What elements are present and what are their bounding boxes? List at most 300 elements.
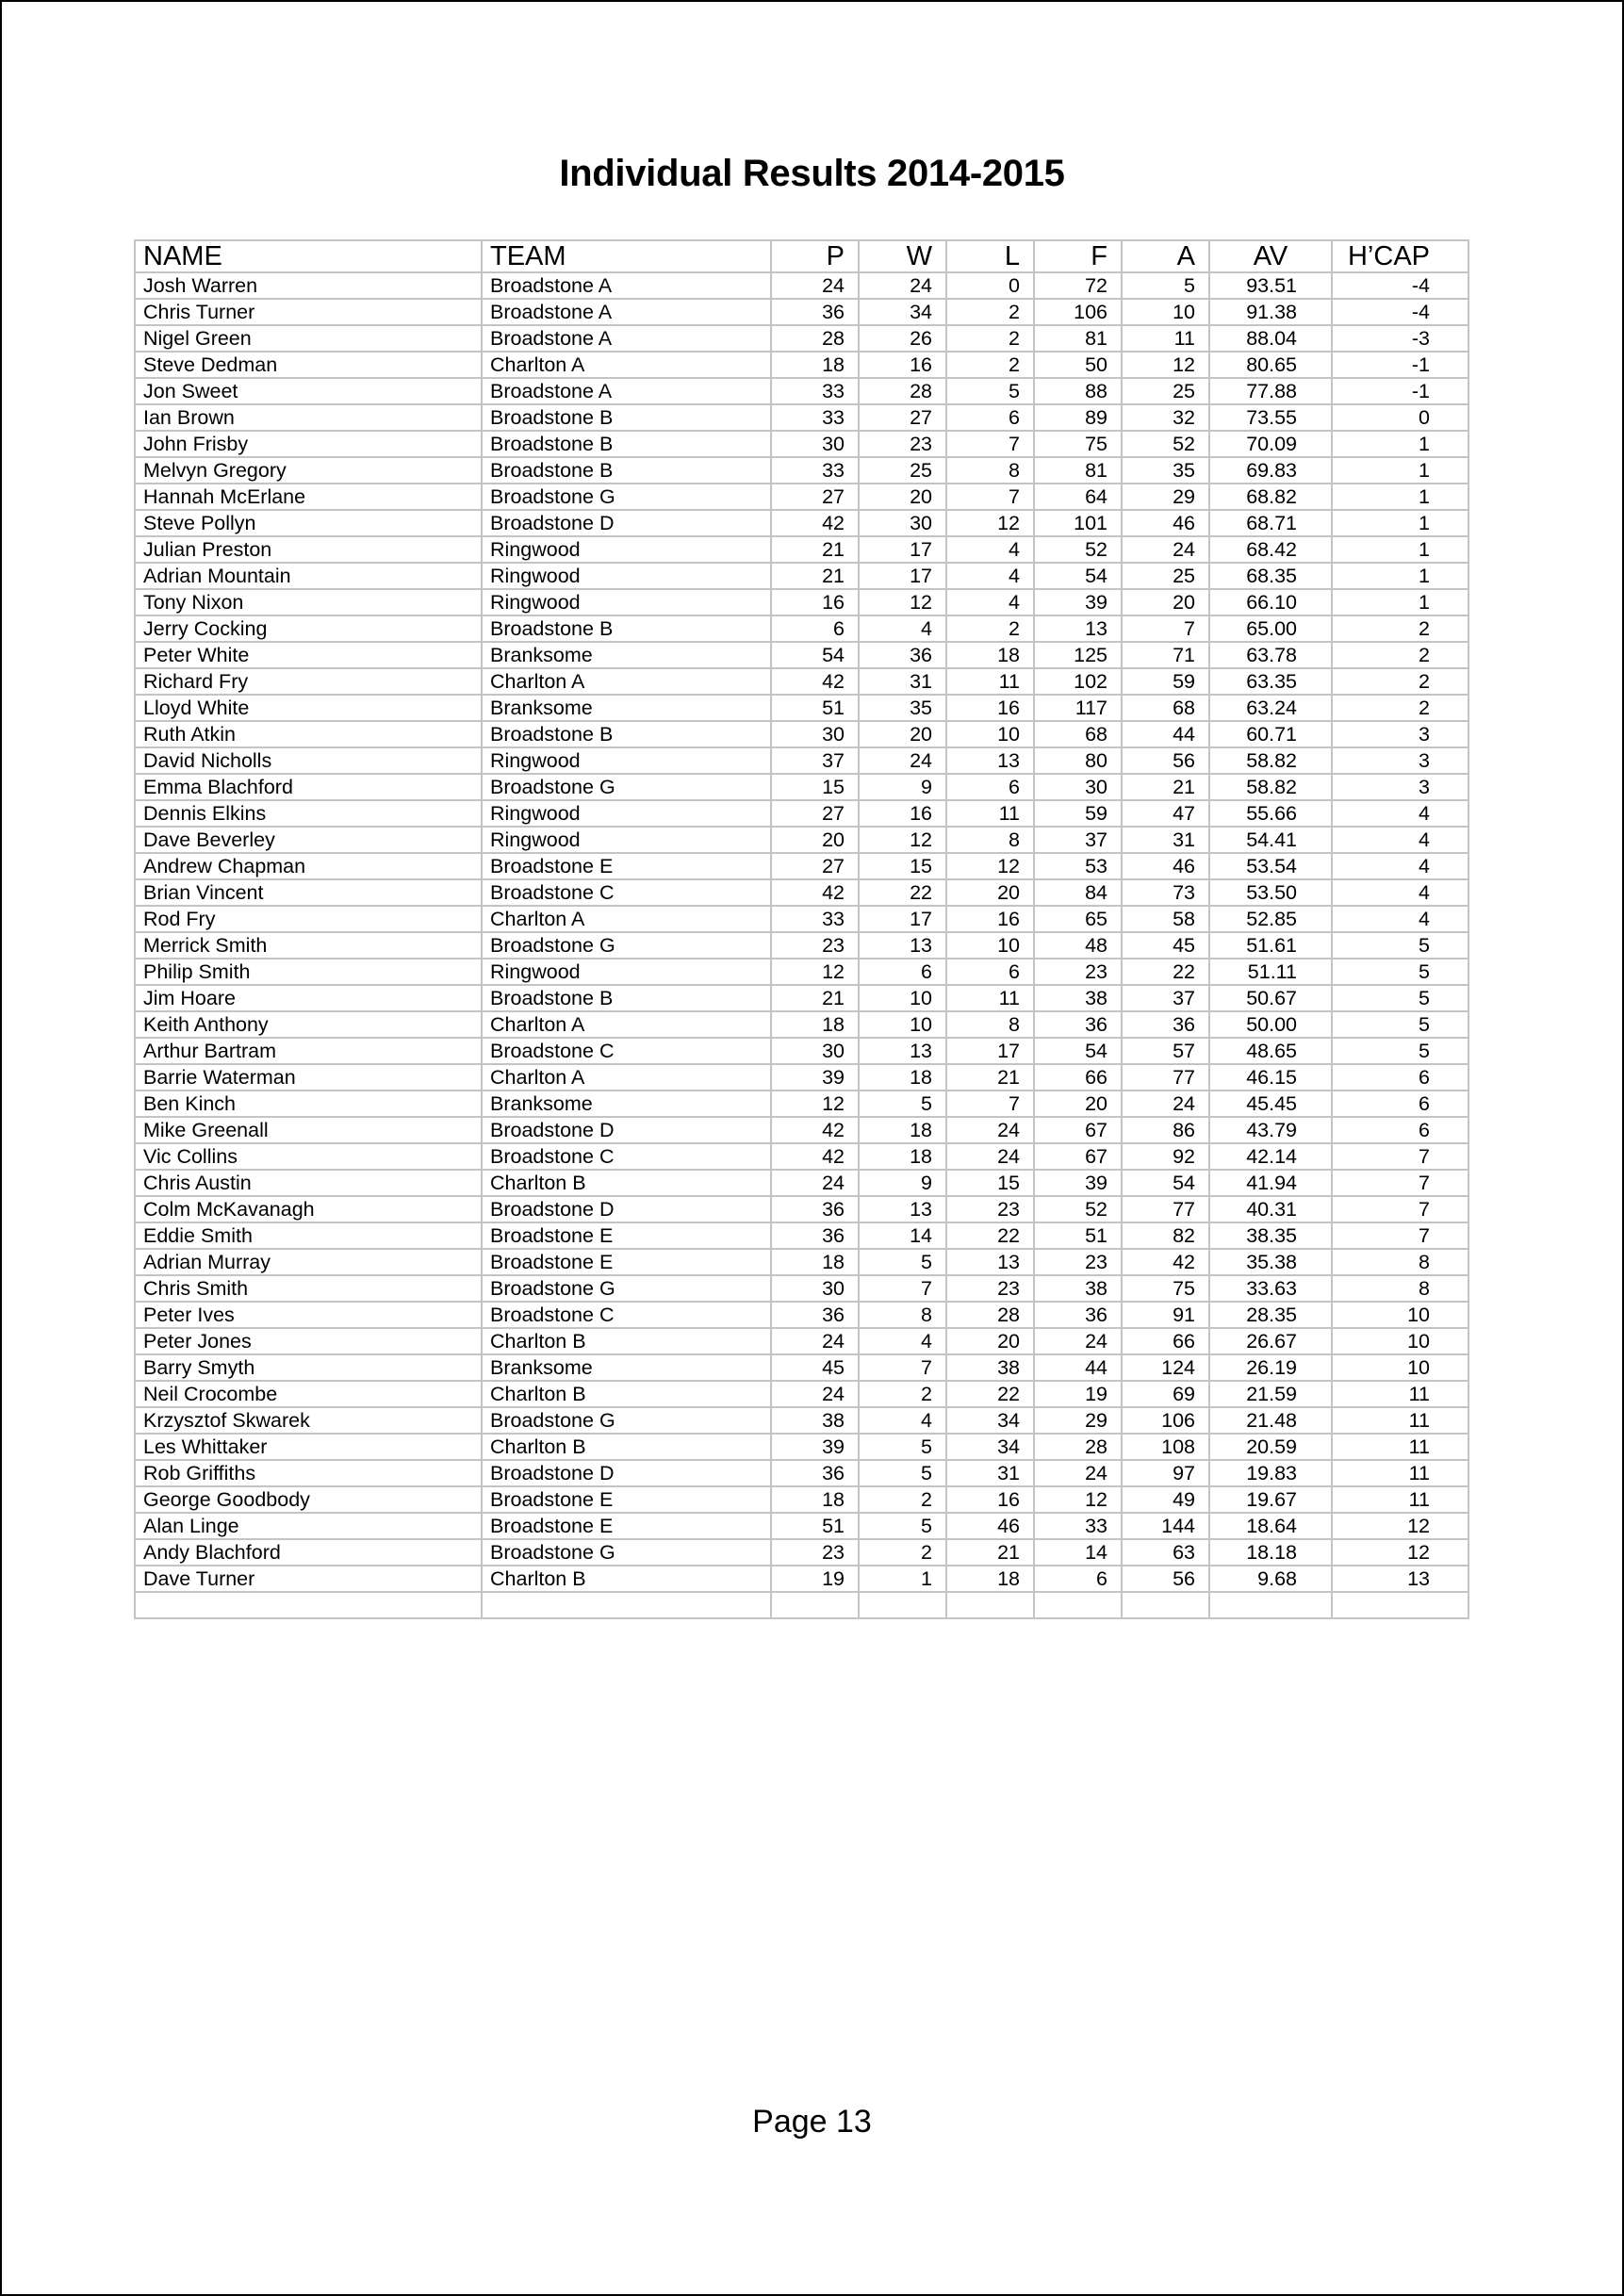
cell-played: 24 <box>771 272 859 299</box>
cell-average: 63.78 <box>1209 642 1332 668</box>
table-row <box>135 1434 1468 1460</box>
cell-against: 20 <box>1122 589 1209 615</box>
cell-played: 15 <box>771 774 859 800</box>
cell-handicap: 5 <box>1332 932 1468 959</box>
cell-lost: 28 <box>946 1302 1034 1328</box>
cell-against: 31 <box>1122 827 1209 853</box>
cell-for: 101 <box>1034 510 1122 536</box>
cell-team-name: Charlton A <box>482 668 771 695</box>
cell-against: 25 <box>1122 563 1209 589</box>
cell-lost: 2 <box>946 615 1034 642</box>
cell-lost: 10 <box>946 721 1034 747</box>
cell-player-name: Colm McKavanagh <box>135 1196 482 1222</box>
cell-for: 28 <box>1034 1434 1122 1460</box>
cell-player-name: David Nicholls <box>135 747 482 774</box>
cell-against: 24 <box>1122 536 1209 563</box>
cell-played: 42 <box>771 510 859 536</box>
table-row <box>135 484 1468 510</box>
cell-against: 7 <box>1122 615 1209 642</box>
cell-player-name: Alan Linge <box>135 1513 482 1539</box>
cell-for: 48 <box>1034 932 1122 959</box>
cell-for: 89 <box>1034 404 1122 431</box>
cell-team-name: Broadstone D <box>482 1117 771 1143</box>
cell-lost: 2 <box>946 352 1034 378</box>
cell-handicap: 7 <box>1332 1170 1468 1196</box>
column-header-played: P <box>771 240 859 272</box>
cell-handicap: 3 <box>1332 721 1468 747</box>
cell-player-name: Melvyn Gregory <box>135 457 482 484</box>
cell-for: 106 <box>1034 299 1122 325</box>
cell-average: 40.31 <box>1209 1196 1332 1222</box>
cell-handicap: 10 <box>1332 1302 1468 1328</box>
cell-player-name: Merrick Smith <box>135 932 482 959</box>
cell-played: 20 <box>771 827 859 853</box>
cell-lost: 4 <box>946 589 1034 615</box>
table-row <box>135 589 1468 615</box>
cell-played: 51 <box>771 695 859 721</box>
cell-played: 30 <box>771 1038 859 1064</box>
cell-lost: 6 <box>946 404 1034 431</box>
table-row <box>135 404 1468 431</box>
cell-average: 51.11 <box>1209 959 1332 985</box>
cell-handicap: 1 <box>1332 484 1468 510</box>
table-row <box>135 1354 1468 1381</box>
cell-player-name: Richard Fry <box>135 668 482 695</box>
cell-won: 34 <box>859 299 946 325</box>
cell-player-name: Steve Pollyn <box>135 510 482 536</box>
results-table-body <box>135 272 1468 1618</box>
cell-player-name: Julian Preston <box>135 536 482 563</box>
cell-won: 5 <box>859 1091 946 1117</box>
cell-against: 42 <box>1122 1249 1209 1275</box>
cell-against: 124 <box>1122 1354 1209 1381</box>
table-row <box>135 1038 1468 1064</box>
cell-played: 42 <box>771 879 859 906</box>
cell-played: 12 <box>771 1091 859 1117</box>
cell-team-name: Broadstone B <box>482 615 771 642</box>
cell-lost: 13 <box>946 1249 1034 1275</box>
cell-player-name: Chris Austin <box>135 1170 482 1196</box>
cell-for: 30 <box>1034 774 1122 800</box>
cell-lost: 8 <box>946 457 1034 484</box>
cell-team-name: Ringwood <box>482 959 771 985</box>
table-row <box>135 352 1468 378</box>
cell-won: 8 <box>859 1302 946 1328</box>
cell-average: 26.19 <box>1209 1354 1332 1381</box>
table-row <box>135 695 1468 721</box>
cell-lost: 12 <box>946 853 1034 879</box>
cell-won: 18 <box>859 1143 946 1170</box>
table-row <box>135 1249 1468 1275</box>
cell-average: 68.71 <box>1209 510 1332 536</box>
cell-against: 58 <box>1122 906 1209 932</box>
cell-player-name: Dennis Elkins <box>135 800 482 827</box>
cell-for: 44 <box>1034 1354 1122 1381</box>
cell-player-name: Hannah McErlane <box>135 484 482 510</box>
cell-team-name: Ringwood <box>482 589 771 615</box>
cell-handicap: 11 <box>1332 1407 1468 1434</box>
cell-against: 35 <box>1122 457 1209 484</box>
table-row <box>135 378 1468 404</box>
cell-player-name: Krzysztof Skwarek <box>135 1407 482 1434</box>
column-header-handicap: H’CAP <box>1332 240 1468 272</box>
cell-average: 55.66 <box>1209 800 1332 827</box>
cell-against: 92 <box>1122 1143 1209 1170</box>
cell-handicap: -4 <box>1332 272 1468 299</box>
cell-against: 106 <box>1122 1407 1209 1434</box>
cell-played: 16 <box>771 589 859 615</box>
cell-handicap: 11 <box>1332 1381 1468 1407</box>
cell-player-name: Adrian Mountain <box>135 563 482 589</box>
cell-average: 68.35 <box>1209 563 1332 589</box>
cell-average: 18.18 <box>1209 1539 1332 1566</box>
cell-team-name: Broadstone G <box>482 932 771 959</box>
column-header-lost: L <box>946 240 1034 272</box>
cell-player-name: Philip Smith <box>135 959 482 985</box>
cell-average: 69.83 <box>1209 457 1332 484</box>
cell-team-name: Broadstone E <box>482 1222 771 1249</box>
cell-for: 81 <box>1034 457 1122 484</box>
cell-lost: 5 <box>946 378 1034 404</box>
cell-against: 144 <box>1122 1513 1209 1539</box>
cell-against: 46 <box>1122 510 1209 536</box>
cell-team-name: Broadstone B <box>482 431 771 457</box>
cell-player-name: Rod Fry <box>135 906 482 932</box>
cell-handicap: 7 <box>1332 1222 1468 1249</box>
cell-for: 51 <box>1034 1222 1122 1249</box>
cell-lost: 16 <box>946 906 1034 932</box>
cell-for: 80 <box>1034 747 1122 774</box>
cell-for: 13 <box>1034 615 1122 642</box>
cell-team-name: Branksome <box>482 1091 771 1117</box>
cell-player-name: Dave Turner <box>135 1566 482 1592</box>
cell-team-name: Broadstone E <box>482 1249 771 1275</box>
cell-average: 35.38 <box>1209 1249 1332 1275</box>
cell-average: 43.79 <box>1209 1117 1332 1143</box>
cell-won: 18 <box>859 1117 946 1143</box>
cell-against: 24 <box>1122 1091 1209 1117</box>
cell-for: 102 <box>1034 668 1122 695</box>
cell-against: 63 <box>1122 1539 1209 1566</box>
cell-average: 93.51 <box>1209 272 1332 299</box>
cell-average: 46.15 <box>1209 1064 1332 1091</box>
cell-average: 88.04 <box>1209 325 1332 352</box>
table-row <box>135 1117 1468 1143</box>
cell-against: 45 <box>1122 932 1209 959</box>
cell-lost: 6 <box>946 774 1034 800</box>
cell-average: 66.10 <box>1209 589 1332 615</box>
cell-for: 29 <box>1034 1407 1122 1434</box>
cell-won: 27 <box>859 404 946 431</box>
cell-won: 4 <box>859 615 946 642</box>
cell-played: 19 <box>771 1566 859 1592</box>
cell-won: 17 <box>859 906 946 932</box>
cell-for: 14 <box>1034 1539 1122 1566</box>
cell-lost: 2 <box>946 299 1034 325</box>
cell-lost: 16 <box>946 1486 1034 1513</box>
cell-played: 42 <box>771 668 859 695</box>
cell-average: 18.64 <box>1209 1513 1332 1539</box>
table-row <box>135 1539 1468 1566</box>
cell-handicap: 7 <box>1332 1143 1468 1170</box>
table-row <box>135 615 1468 642</box>
cell-player-name: Ian Brown <box>135 404 482 431</box>
cell-lost: 22 <box>946 1222 1034 1249</box>
cell-player-name: Eddie Smith <box>135 1222 482 1249</box>
cell-player-name: Keith Anthony <box>135 1011 482 1038</box>
cell-average: 19.83 <box>1209 1460 1332 1486</box>
cell-played: 36 <box>771 1222 859 1249</box>
cell-lost: 18 <box>946 1566 1034 1592</box>
column-header-against: A <box>1122 240 1209 272</box>
cell-played: 28 <box>771 325 859 352</box>
cell-average: 53.50 <box>1209 879 1332 906</box>
cell-handicap: 0 <box>1332 404 1468 431</box>
cell-for: 125 <box>1034 642 1122 668</box>
cell-against: 21 <box>1122 774 1209 800</box>
cell-average: 33.63 <box>1209 1275 1332 1302</box>
cell-won: 24 <box>859 272 946 299</box>
cell-lost: 24 <box>946 1143 1034 1170</box>
cell-played: 36 <box>771 299 859 325</box>
cell-player-name: Brian Vincent <box>135 879 482 906</box>
cell-against: 29 <box>1122 484 1209 510</box>
cell-played: 30 <box>771 431 859 457</box>
cell-played: 33 <box>771 378 859 404</box>
table-row <box>135 1091 1468 1117</box>
cell-handicap: 12 <box>1332 1513 1468 1539</box>
cell-against: 46 <box>1122 853 1209 879</box>
cell-won: 12 <box>859 589 946 615</box>
cell-handicap: 6 <box>1332 1091 1468 1117</box>
cell-player-name: Barrie Waterman <box>135 1064 482 1091</box>
cell-for: 84 <box>1034 879 1122 906</box>
cell-lost: 11 <box>946 668 1034 695</box>
cell-player-name: Peter White <box>135 642 482 668</box>
cell-against: 10 <box>1122 299 1209 325</box>
cell-won: 14 <box>859 1222 946 1249</box>
table-row <box>135 1566 1468 1592</box>
cell-average: 63.24 <box>1209 695 1332 721</box>
cell-for: 24 <box>1034 1460 1122 1486</box>
cell-against: 52 <box>1122 431 1209 457</box>
cell-player-name: Nigel Green <box>135 325 482 352</box>
cell-against: 77 <box>1122 1064 1209 1091</box>
cell-played: 12 <box>771 959 859 985</box>
cell-for: 33 <box>1034 1513 1122 1539</box>
cell-team-name: Charlton A <box>482 1064 771 1091</box>
table-row <box>135 774 1468 800</box>
cell-average: 68.42 <box>1209 536 1332 563</box>
cell-handicap: 1 <box>1332 536 1468 563</box>
cell-won: 13 <box>859 1196 946 1222</box>
cell-played: 51 <box>771 1513 859 1539</box>
table-row <box>135 1513 1468 1539</box>
cell-player-name: Adrian Murray <box>135 1249 482 1275</box>
cell-average: 68.82 <box>1209 484 1332 510</box>
cell-team-name: Broadstone C <box>482 1038 771 1064</box>
table-row <box>135 563 1468 589</box>
cell-average: 91.38 <box>1209 299 1332 325</box>
cell-against: 22 <box>1122 959 1209 985</box>
cell-won: 4 <box>859 1328 946 1354</box>
cell-player-name: Ruth Atkin <box>135 721 482 747</box>
cell-against: 47 <box>1122 800 1209 827</box>
cell-won: 26 <box>859 325 946 352</box>
cell-handicap: 4 <box>1332 906 1468 932</box>
cell-for: 23 <box>1034 959 1122 985</box>
cell-for: 117 <box>1034 695 1122 721</box>
table-row <box>135 1302 1468 1328</box>
cell-team-name: Branksome <box>482 1354 771 1381</box>
cell-player-name: Andrew Chapman <box>135 853 482 879</box>
cell-won: 10 <box>859 985 946 1011</box>
cell-for: 64 <box>1034 484 1122 510</box>
cell-player-name: Peter Ives <box>135 1302 482 1328</box>
table-row <box>135 272 1468 299</box>
cell-played: 18 <box>771 1249 859 1275</box>
cell-player-name: Ben Kinch <box>135 1091 482 1117</box>
cell-won: 5 <box>859 1434 946 1460</box>
cell-average: 77.88 <box>1209 378 1332 404</box>
cell-average: 70.09 <box>1209 431 1332 457</box>
cell-player-name: Jim Hoare <box>135 985 482 1011</box>
table-row <box>135 879 1468 906</box>
cell-against: 32 <box>1122 404 1209 431</box>
cell-against: 86 <box>1122 1117 1209 1143</box>
cell-played: 30 <box>771 1275 859 1302</box>
cell-lost: 11 <box>946 800 1034 827</box>
cell-won: 2 <box>859 1486 946 1513</box>
table-row <box>135 1222 1468 1249</box>
cell-against: 44 <box>1122 721 1209 747</box>
cell-team-name: Broadstone D <box>482 1196 771 1222</box>
cell-team-name: Broadstone A <box>482 325 771 352</box>
cell-against: 57 <box>1122 1038 1209 1064</box>
results-table <box>134 239 1469 1619</box>
cell-won: 6 <box>859 959 946 985</box>
cell-average: 45.45 <box>1209 1091 1332 1117</box>
cell-team-name: Broadstone D <box>482 1460 771 1486</box>
cell-against: 54 <box>1122 1170 1209 1196</box>
cell-lost: 8 <box>946 827 1034 853</box>
cell-team-name: Charlton A <box>482 1011 771 1038</box>
table-row <box>135 906 1468 932</box>
cell-player-name: Lloyd White <box>135 695 482 721</box>
table-row <box>135 536 1468 563</box>
cell-handicap: 12 <box>1332 1539 1468 1566</box>
cell-handicap: 5 <box>1332 959 1468 985</box>
cell-handicap: 2 <box>1332 615 1468 642</box>
table-row <box>135 1460 1468 1486</box>
cell-played: 37 <box>771 747 859 774</box>
cell-lost: 23 <box>946 1196 1034 1222</box>
cell-for: 38 <box>1034 985 1122 1011</box>
cell-handicap: 8 <box>1332 1249 1468 1275</box>
cell-average: 50.00 <box>1209 1011 1332 1038</box>
cell-played: 33 <box>771 906 859 932</box>
cell-team-name: Broadstone D <box>482 510 771 536</box>
cell-for: 39 <box>1034 589 1122 615</box>
cell-average: 53.54 <box>1209 853 1332 879</box>
cell-handicap: 5 <box>1332 985 1468 1011</box>
cell-handicap: -1 <box>1332 352 1468 378</box>
table-row <box>135 1170 1468 1196</box>
cell-average: 58.82 <box>1209 747 1332 774</box>
table-row <box>135 642 1468 668</box>
cell-against: 73 <box>1122 879 1209 906</box>
cell-team-name: Broadstone A <box>482 378 771 404</box>
cell-player-name: Jerry Cocking <box>135 615 482 642</box>
cell-won: 4 <box>859 1407 946 1434</box>
cell-played: 36 <box>771 1460 859 1486</box>
cell-played: 21 <box>771 563 859 589</box>
cell-lost: 10 <box>946 932 1034 959</box>
cell-team-name: Charlton B <box>482 1381 771 1407</box>
empty-cell <box>771 1592 859 1618</box>
cell-handicap: -3 <box>1332 325 1468 352</box>
cell-lost: 24 <box>946 1117 1034 1143</box>
cell-team-name: Branksome <box>482 695 771 721</box>
cell-against: 69 <box>1122 1381 1209 1407</box>
cell-team-name: Charlton B <box>482 1566 771 1592</box>
empty-cell <box>1209 1592 1332 1618</box>
cell-won: 24 <box>859 747 946 774</box>
cell-against: 11 <box>1122 325 1209 352</box>
cell-team-name: Broadstone G <box>482 1539 771 1566</box>
cell-for: 52 <box>1034 1196 1122 1222</box>
cell-player-name: Chris Turner <box>135 299 482 325</box>
cell-lost: 20 <box>946 879 1034 906</box>
cell-played: 42 <box>771 1143 859 1170</box>
cell-against: 37 <box>1122 985 1209 1011</box>
cell-player-name: Tony Nixon <box>135 589 482 615</box>
table-row <box>135 959 1468 985</box>
cell-played: 24 <box>771 1170 859 1196</box>
cell-for: 53 <box>1034 853 1122 879</box>
empty-cell <box>1122 1592 1209 1618</box>
cell-won: 20 <box>859 484 946 510</box>
cell-lost: 8 <box>946 1011 1034 1038</box>
column-header-for: F <box>1034 240 1122 272</box>
cell-player-name: Les Whittaker <box>135 1434 482 1460</box>
cell-lost: 22 <box>946 1381 1034 1407</box>
cell-played: 23 <box>771 932 859 959</box>
cell-handicap: 4 <box>1332 853 1468 879</box>
cell-won: 10 <box>859 1011 946 1038</box>
cell-team-name: Broadstone C <box>482 879 771 906</box>
cell-for: 68 <box>1034 721 1122 747</box>
cell-for: 72 <box>1034 272 1122 299</box>
cell-played: 24 <box>771 1328 859 1354</box>
cell-against: 12 <box>1122 352 1209 378</box>
cell-handicap: 4 <box>1332 879 1468 906</box>
table-row <box>135 1407 1468 1434</box>
cell-team-name: Ringwood <box>482 747 771 774</box>
cell-lost: 38 <box>946 1354 1034 1381</box>
table-row <box>135 721 1468 747</box>
cell-average: 63.35 <box>1209 668 1332 695</box>
cell-lost: 46 <box>946 1513 1034 1539</box>
cell-played: 27 <box>771 800 859 827</box>
cell-average: 26.67 <box>1209 1328 1332 1354</box>
table-row <box>135 1143 1468 1170</box>
cell-handicap: 2 <box>1332 695 1468 721</box>
cell-played: 18 <box>771 352 859 378</box>
cell-for: 12 <box>1034 1486 1122 1513</box>
table-row <box>135 325 1468 352</box>
cell-against: 56 <box>1122 1566 1209 1592</box>
